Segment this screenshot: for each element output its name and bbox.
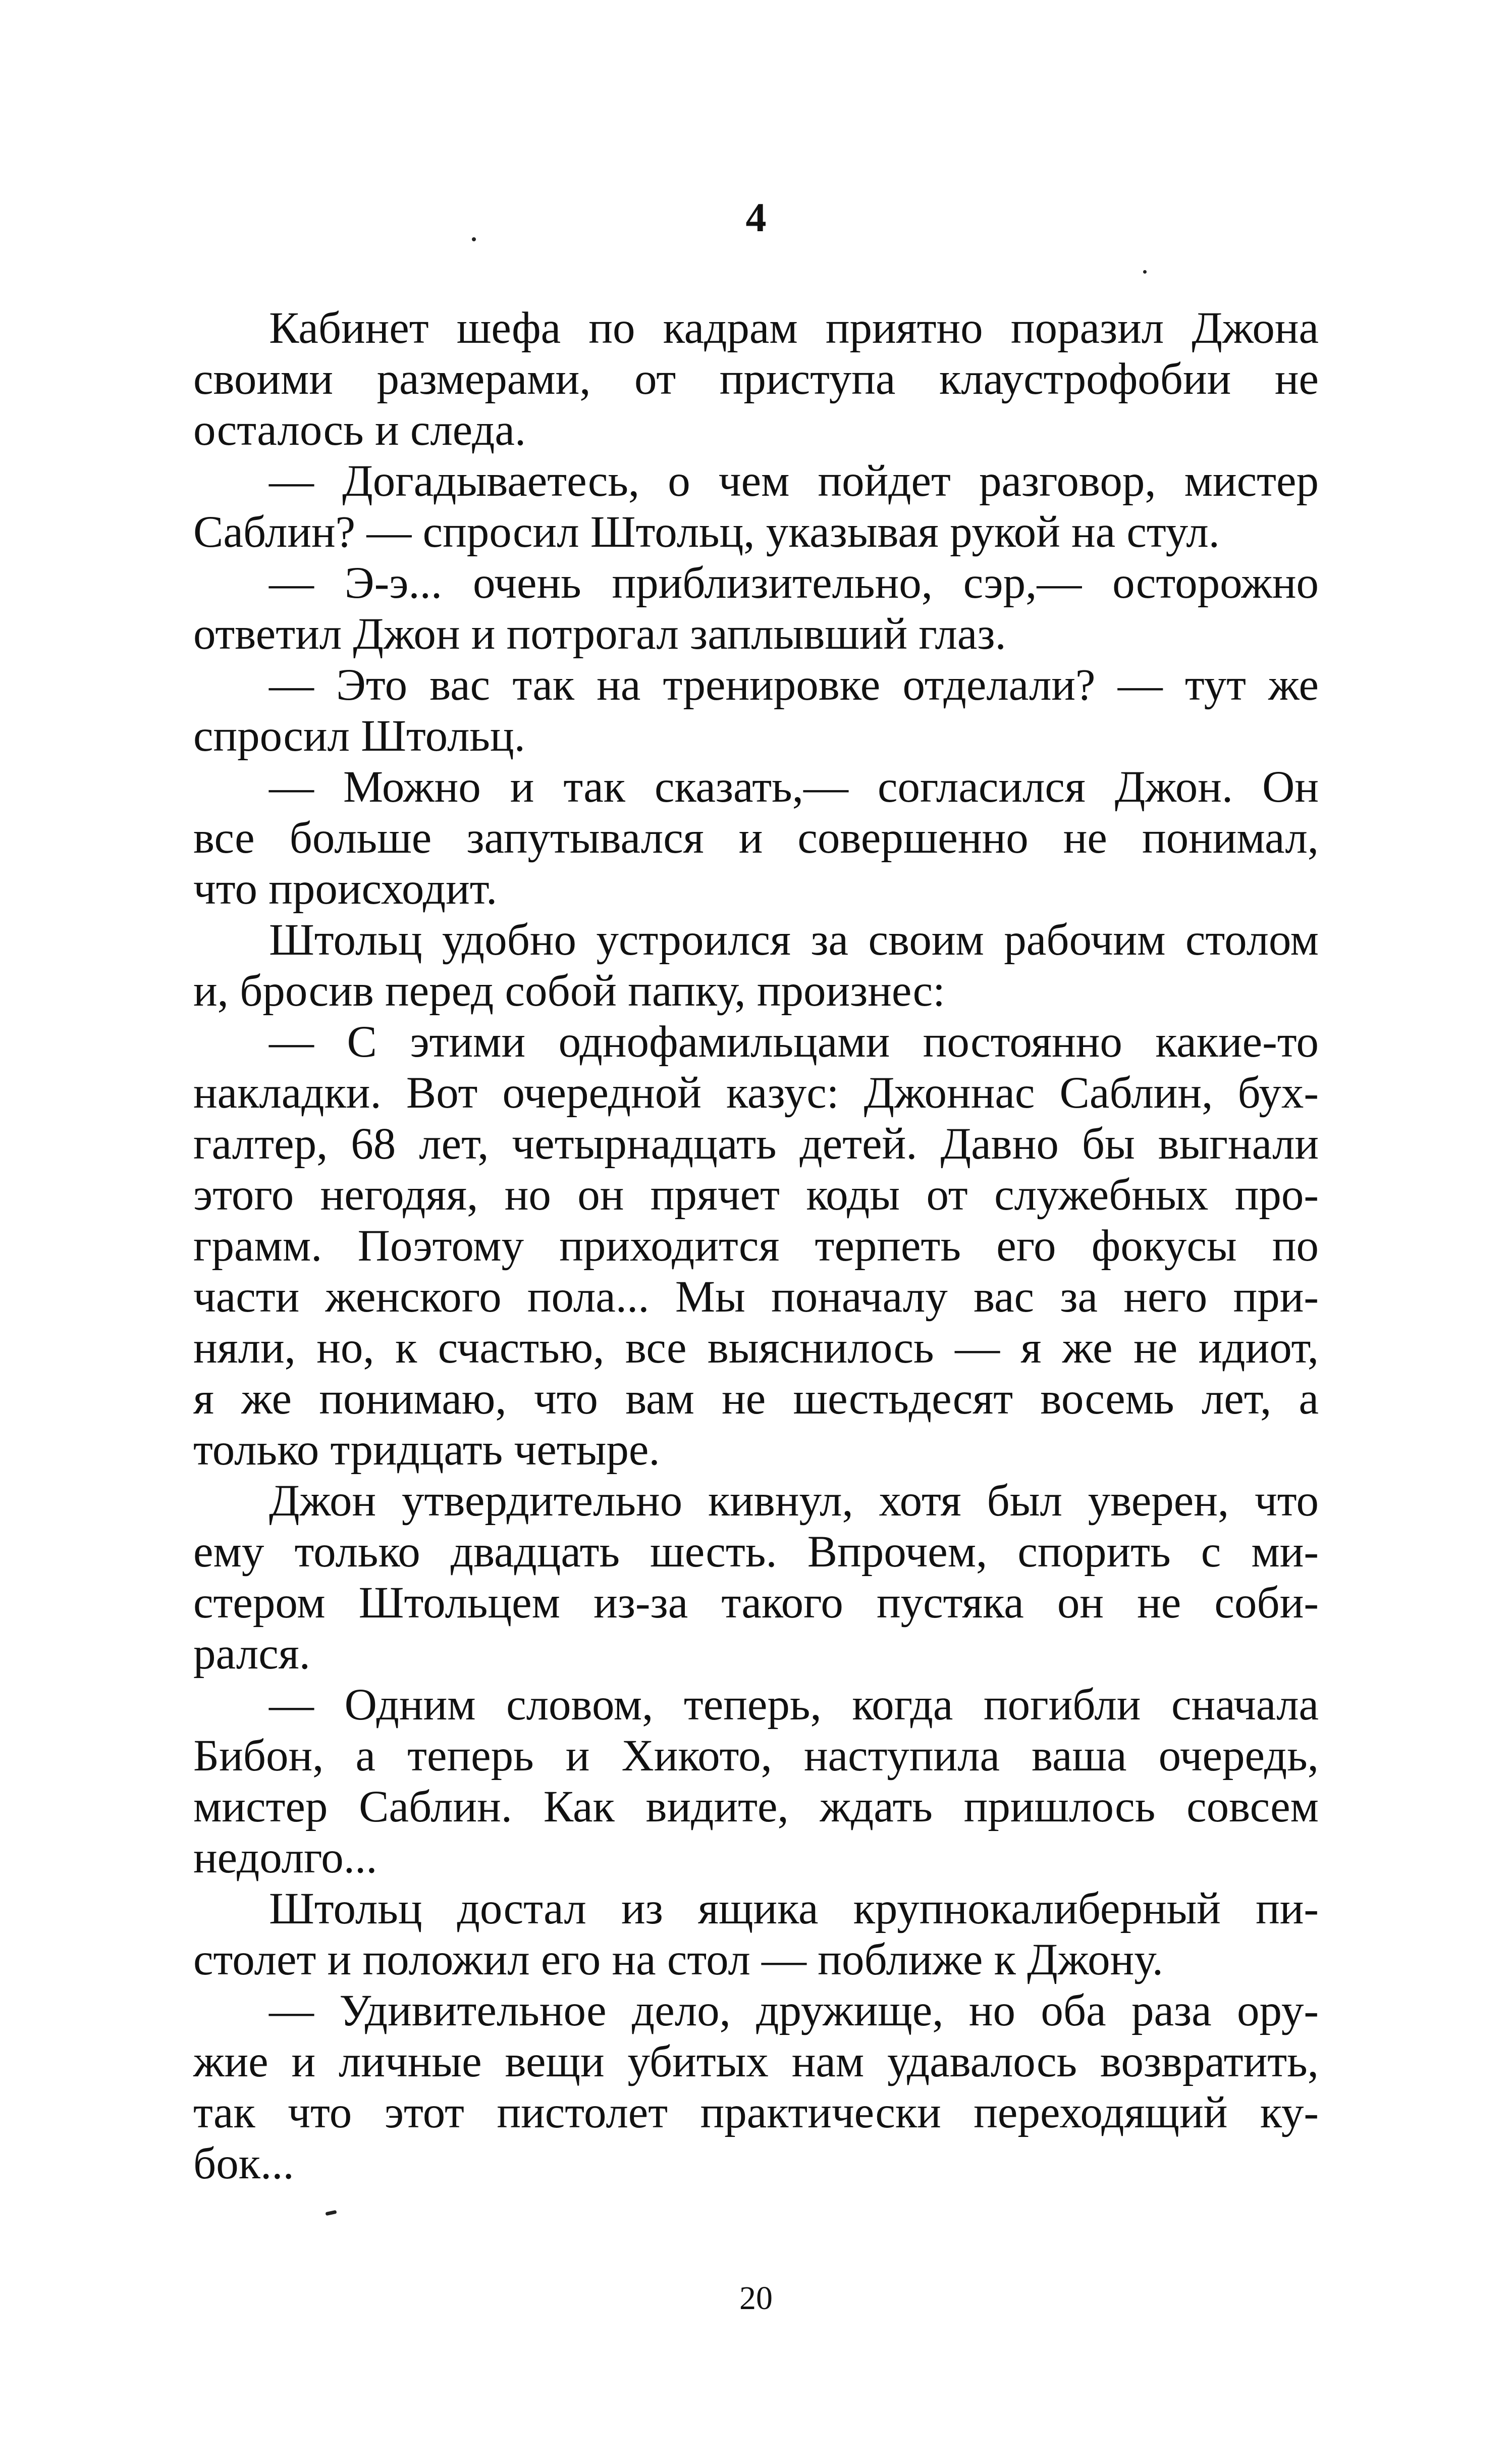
- paragraph: [193, 303, 1319, 456]
- paragraph: [193, 762, 1319, 915]
- text-line: — Можно и так сказать,— согласился Джон. Он: [269, 762, 1319, 812]
- scan-speck: [472, 237, 476, 241]
- paragraph: [193, 558, 1319, 660]
- text-line: — С этими однофамильцами постоянно какие-то: [269, 1017, 1319, 1067]
- body-text: [193, 303, 1319, 2189]
- text-line: жие и личные вещи убитых нам удавалось возвратить,: [193, 2037, 1319, 2086]
- text-line: столет и положил его на стол — поближе к Джону.: [193, 1935, 1164, 1984]
- text-line: — Удивительное дело, дружище, но оба раза ору-: [269, 1986, 1319, 2035]
- chapter-number: 4: [745, 194, 767, 240]
- text-line: я же понимаю, что вам не шестьдесят восемь лет, а: [193, 1374, 1319, 1424]
- text-line: недолго...: [193, 1833, 377, 1882]
- text-line: стером Штольцем из-за такого пустяка он не соби-: [193, 1578, 1319, 1628]
- paragraph: [193, 1476, 1319, 1680]
- text-line: няли, но, к счастью, все выяснилось — я же не идиот,: [193, 1323, 1319, 1373]
- text-line: мистер Саблин. Как видите, ждать пришлось совсем: [193, 1782, 1319, 1832]
- text-line: спросил Штольц.: [193, 711, 525, 761]
- page-number: 20: [739, 2280, 773, 2317]
- text-line: Кабинет шефа по кадрам приятно поразил Джона: [269, 303, 1319, 353]
- text-line: этого негодяя, но он прячет коды от служебных про-: [193, 1170, 1319, 1220]
- paragraph: [193, 1985, 1319, 2189]
- text-line: ему только двадцать шесть. Впрочем, спорить с ми-: [193, 1527, 1319, 1577]
- text-line: ответил Джон и потрогал заплывший глаз.: [193, 609, 1006, 659]
- paragraph: [193, 660, 1319, 762]
- text-line: Джон утвердительно кивнул, хотя был уверен, что: [269, 1476, 1319, 1526]
- text-line: галтер, 68 лет, четырнадцать детей. Давно бы выгнали: [193, 1119, 1319, 1169]
- paragraph: [193, 1884, 1319, 1985]
- text-line: только тридцать четыре.: [193, 1425, 660, 1475]
- text-line: накладки. Вот очередной казус: Джоннас Саблин, бух-: [193, 1068, 1319, 1118]
- text-line: так что этот пистолет практически переходящий ку-: [193, 2088, 1319, 2137]
- text-line: — Э-э... очень приблизительно, сэр,— осторожно: [269, 558, 1319, 608]
- text-line: — Это вас так на тренировке отделали? — тут же: [269, 660, 1319, 710]
- text-line: что происходит.: [193, 864, 498, 914]
- text-line: и, бросив перед собой папку, произнес:: [193, 966, 945, 1016]
- text-line: Штольц достал из ящика крупнокалиберный пи-: [269, 1884, 1319, 1933]
- text-line: Штольц удобно устроился за своим рабочим столом: [269, 915, 1319, 965]
- text-line: грамм. Поэтому приходится терпеть его фокусы по: [193, 1221, 1319, 1271]
- text-line: — Догадываетесь, о чем пойдет разговор, мистер: [269, 456, 1319, 506]
- text-line: Саблин? — спросил Штольц, указывая рукой на стул.: [193, 507, 1220, 557]
- scan-speck: [1143, 270, 1147, 274]
- text-line: части женского пола... Мы поначалу вас за него при-: [193, 1272, 1319, 1322]
- text-line: — Одним словом, теперь, когда погибли сначала: [269, 1680, 1319, 1730]
- paragraph: [193, 1680, 1319, 1884]
- scan-speck: [326, 2210, 337, 2216]
- text-line: все больше запутывался и совершенно не понимал,: [193, 813, 1319, 863]
- paragraph: [193, 915, 1319, 1017]
- text-line: осталось и следа.: [193, 405, 526, 455]
- paragraph: [193, 1017, 1319, 1476]
- text-line: рался.: [193, 1629, 310, 1679]
- text-line: своими размерами, от приступа клаустрофобии не: [193, 354, 1319, 404]
- text-line: Бибон, а теперь и Хикото, наступила ваша очередь,: [193, 1731, 1319, 1781]
- text-line: бок...: [193, 2139, 294, 2188]
- paragraph: [193, 456, 1319, 558]
